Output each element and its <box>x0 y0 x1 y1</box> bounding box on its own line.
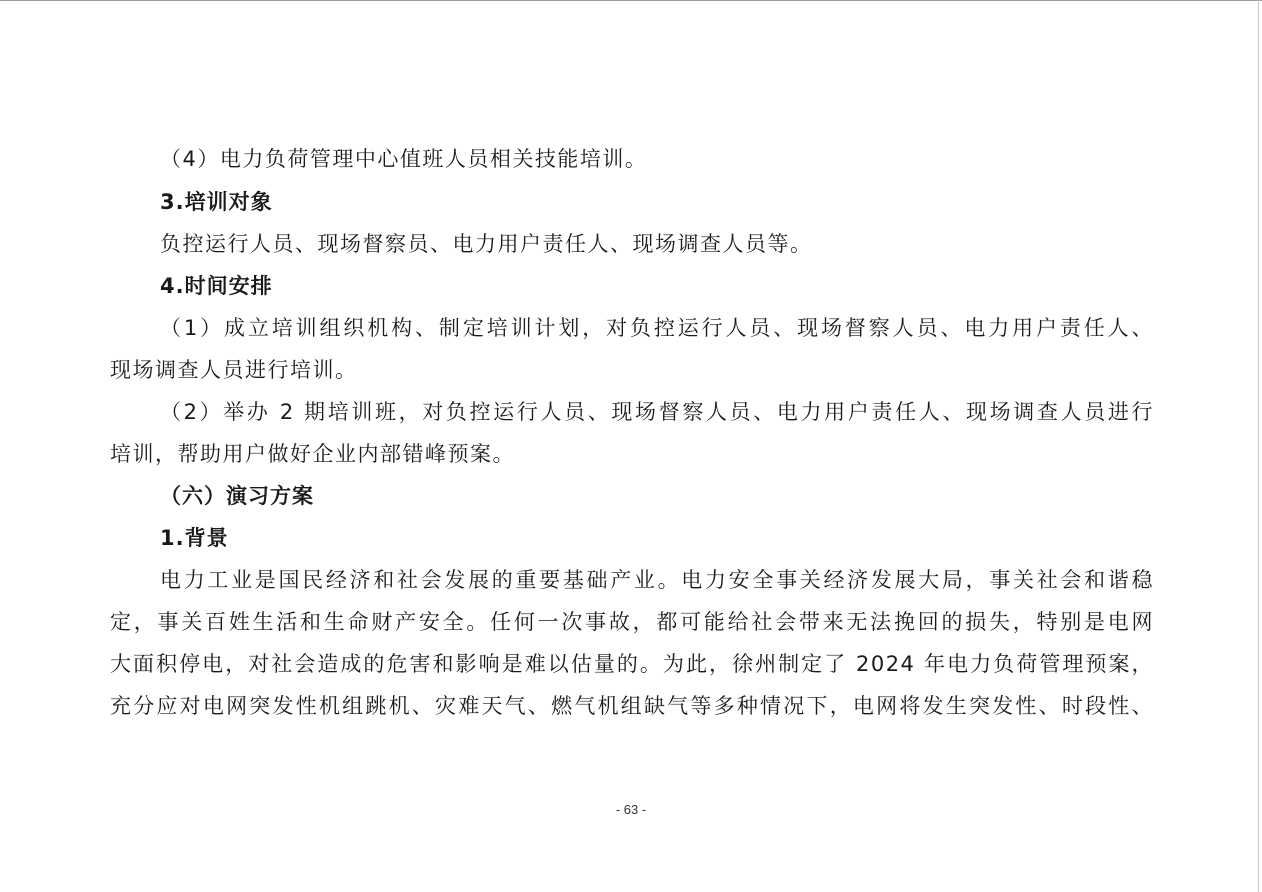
text-line-schedule-1a: （1）成立培训组织机构、制定培训计划，对负控运行人员、现场督察人员、电力用户责任人、 <box>160 316 1154 340</box>
text-line-training-targets: 负控运行人员、现场督察员、电力用户责任人、现场调查人员等。 <box>160 232 813 256</box>
heading-drill-plan: （六）演习方案 <box>160 484 314 508</box>
text-line-background-4: 充分应对电网突发性机组跳机、灾难天气、燃气机组缺气等多种情况下，电网将发生突发性、时段性、 <box>110 694 1154 718</box>
page-number: - 63 - <box>615 802 647 817</box>
text-line-background-3: 大面积停电，对社会造成的危害和影响是难以估量的。为此，徐州制定了 2024 年电力负荷管理预案， <box>110 652 1154 676</box>
text-line-background-1: 电力工业是国民经济和社会发展的重要基础产业。电力安全事关经济发展大局，事关社会和谐稳 <box>160 568 1154 592</box>
heading-background: 1.背景 <box>160 526 229 550</box>
page-top-border <box>0 0 1262 1</box>
heading-training-targets: 3.培训对象 <box>160 190 273 214</box>
text-line-schedule-1b: 现场调查人员进行培训。 <box>110 358 358 382</box>
page-right-border <box>1258 0 1259 892</box>
heading-schedule: 4.时间安排 <box>160 274 273 298</box>
text-line-schedule-2a: （2）举办 2 期培训班，对负控运行人员、现场督察人员、电力用户责任人、现场调查人员进行 <box>160 400 1154 424</box>
text-line-training-item-4: （4）电力负荷管理中心值班人员相关技能培训。 <box>160 147 648 171</box>
text-line-schedule-2b: 培训，帮助用户做好企业内部错峰预案。 <box>110 442 515 466</box>
text-line-background-2: 定，事关百姓生活和生命财产安全。任何一次事故，都可能给社会带来无法挽回的损失，特别是电网 <box>110 610 1154 634</box>
